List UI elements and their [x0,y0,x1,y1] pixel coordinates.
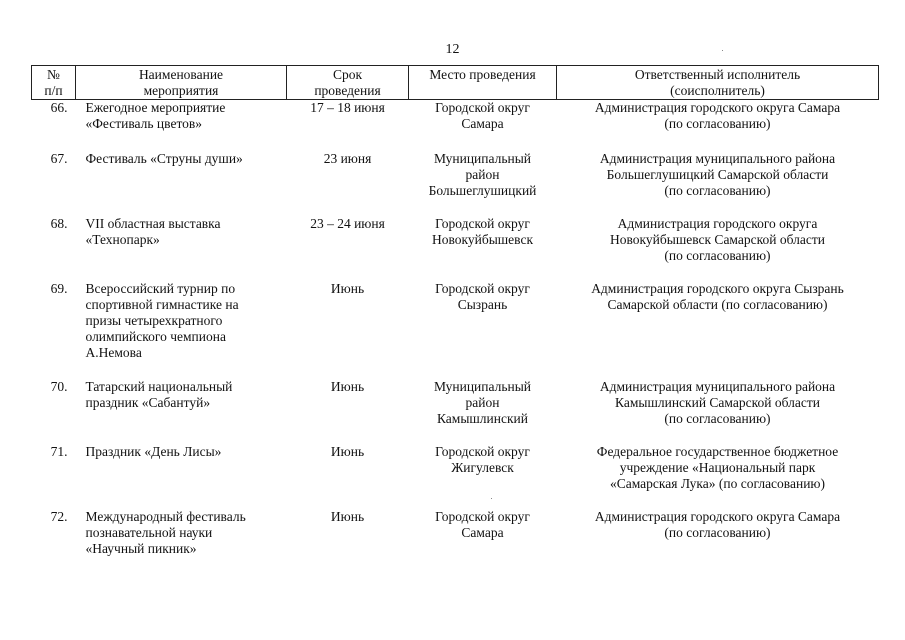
events-table [31,65,879,569]
cell-date [287,281,409,379]
text-line: Ежегодное мероприятие [85,100,226,115]
header-line: проведения [314,82,381,98]
table-row [32,444,879,509]
text-line: олимпийского чемпиона [85,328,226,344]
text-line: район [465,166,500,182]
table-row [32,509,879,569]
header-place-lines [411,67,554,83]
text-line: (по согласованию) [664,410,771,426]
cell-num: 70. [50,378,68,394]
cell-name [76,444,287,509]
header-line: п/п [44,82,63,98]
text-line: Июнь [330,280,365,296]
text-line: Администрация муниципального района [599,150,836,166]
cell-place [409,509,557,569]
text-line: Администрация муниципального района [599,378,836,394]
cell-place [409,216,557,281]
header-place [409,66,557,100]
header-name-lines [78,67,284,98]
text-line: Камышлинский Самарской области [615,394,820,410]
cell-date-lines [290,216,406,232]
text-line: Самарской области (по согласованию) [607,296,828,312]
text-line: Городской округ [435,100,530,115]
page-number: 12 [445,42,460,57]
text-line: Новокуйбышевск Самарской области [610,231,825,247]
header-date-lines [289,67,406,98]
table-row [32,379,879,444]
text-line: Городской округ [435,215,530,231]
table-row [32,151,879,216]
text-line: Администрация городского округа Сызрань [591,280,844,296]
header-num-lines [34,67,73,98]
text-line: праздник «Сабантуй» [85,394,211,410]
header-date [287,66,409,100]
text-line: 23 – 24 июня [310,215,385,231]
cell-place [409,281,557,379]
scan-speck [722,50,723,51]
table-header-row [32,66,879,100]
cell-num: 68. [50,215,68,231]
text-line: район [465,394,500,410]
cell-date [287,151,409,216]
cell-responsible [557,509,879,569]
cell-name [76,509,287,569]
cell-place [409,151,557,216]
cell-place-lines [412,509,554,541]
text-line: познавательной науки [85,524,213,540]
header-line: № [47,67,60,82]
text-line: Администрация городского округа Самара [594,508,841,524]
text-line: Городской округ [435,508,530,524]
cell-date [287,444,409,509]
cell-name-lines [86,151,284,167]
cell-place-lines [412,100,554,132]
text-line: Международный фестиваль [85,508,246,524]
cell-name [76,216,287,281]
cell-place-lines [412,379,554,427]
table-body [32,100,879,569]
header-line: Место проведения [429,67,536,82]
cell-date-lines [290,379,406,395]
cell-num: 72. [50,508,68,524]
text-line: «Фестиваль цветов» [85,116,203,131]
text-line: Июнь [330,508,365,524]
cell-place-lines [412,444,554,476]
text-line: Жигулевск [451,459,514,475]
cell-date-lines [290,444,406,460]
cell-responsible-lines [560,379,876,427]
header-num [32,66,76,100]
cell-name [76,379,287,444]
cell-name [76,100,287,151]
text-line: Муниципальный [433,378,532,394]
text-line: (по согласованию) [664,182,771,198]
cell-responsible [557,151,879,216]
text-line: Городской округ [435,443,530,459]
cell-responsible-lines [560,509,876,541]
cell-place-lines [412,151,554,199]
text-line: 23 июня [323,150,372,166]
text-line: Всероссийский турнир по [85,280,236,296]
cell-responsible [557,100,879,151]
cell-name [76,281,287,379]
table-row [32,216,879,281]
cell-responsible-lines [560,444,876,492]
text-line: Фестиваль «Струны души» [85,150,243,166]
text-line: Администрация городского округа Самара [594,100,841,115]
cell-responsible [557,379,879,444]
cell-num: 66. [50,100,68,115]
text-line: призы четырехкратного [85,312,223,328]
cell-responsible-lines [560,151,876,199]
text-line: Администрация городского округа [617,215,818,231]
cell-name-lines [86,444,284,460]
cell-num: 67. [50,150,68,166]
cell-responsible [557,281,879,379]
text-line: «Самарская Лука» (по согласованию) [609,475,826,491]
cell-name [76,151,287,216]
text-line: VII областная выставка [85,215,221,231]
text-line: учреждение «Национальный парк [619,459,816,475]
cell-date-lines [290,281,406,297]
cell-num: 69. [50,280,68,296]
text-line: Большеглушицкий [428,182,537,198]
text-line: спортивной гимнастике на [85,296,239,312]
text-line: Июнь [330,378,365,394]
cell-responsible-lines [560,281,876,313]
cell-num: 71. [50,443,68,459]
header-line: (соисполнитель) [670,82,765,98]
scan-speck [491,498,492,499]
header-responsible-lines [559,67,876,98]
cell-name-lines [86,281,284,361]
cell-date [287,509,409,569]
text-line: «Технопарк» [85,231,160,247]
text-line: Муниципальный [433,150,532,166]
cell-responsible-lines [560,216,876,264]
cell-name-lines [86,379,284,411]
cell-date-lines [290,100,406,116]
text-line: Самара [461,524,504,540]
text-line: (по согласованию) [664,247,771,263]
text-line: Самара [461,116,504,131]
header-line: Ответственный исполнитель [634,67,801,82]
cell-date-lines [290,509,406,525]
header-line: Срок [332,67,363,82]
text-line: 17 – 18 июня [310,100,385,115]
text-line: Сызрань [457,296,508,312]
cell-place [409,100,557,151]
header-line: Наименование [138,67,224,82]
header-line: мероприятия [143,82,219,98]
table-row [32,100,879,151]
text-line: Праздник «День Лисы» [85,443,222,459]
cell-place [409,379,557,444]
header-name [76,66,287,100]
cell-date [287,379,409,444]
text-line: А.Немова [85,344,142,360]
cell-name-lines [86,216,284,248]
text-line: Новокуйбышевск [431,231,534,247]
text-line: Июнь [330,443,365,459]
cell-responsible [557,216,879,281]
table-row [32,281,879,379]
text-line: Федеральное государственное бюджетное [596,443,839,459]
cell-name-lines [86,509,284,557]
text-line: Городской округ [435,280,530,296]
text-line: «Научный пикник» [85,540,197,556]
cell-name-lines [86,100,284,132]
text-line: Татарский национальный [85,378,233,394]
cell-place-lines [412,216,554,248]
text-line: (по согласованию) [664,524,771,540]
text-line: Камышлинский [436,410,528,426]
cell-date [287,100,409,151]
cell-date-lines [290,151,406,167]
cell-place [409,444,557,509]
text-line: Большеглушицкий Самарской области [606,166,829,182]
cell-place-lines [412,281,554,313]
text-line: (по согласованию) [664,116,771,131]
cell-date [287,216,409,281]
header-responsible [557,66,879,100]
cell-responsible-lines [560,100,876,132]
cell-responsible [557,444,879,509]
